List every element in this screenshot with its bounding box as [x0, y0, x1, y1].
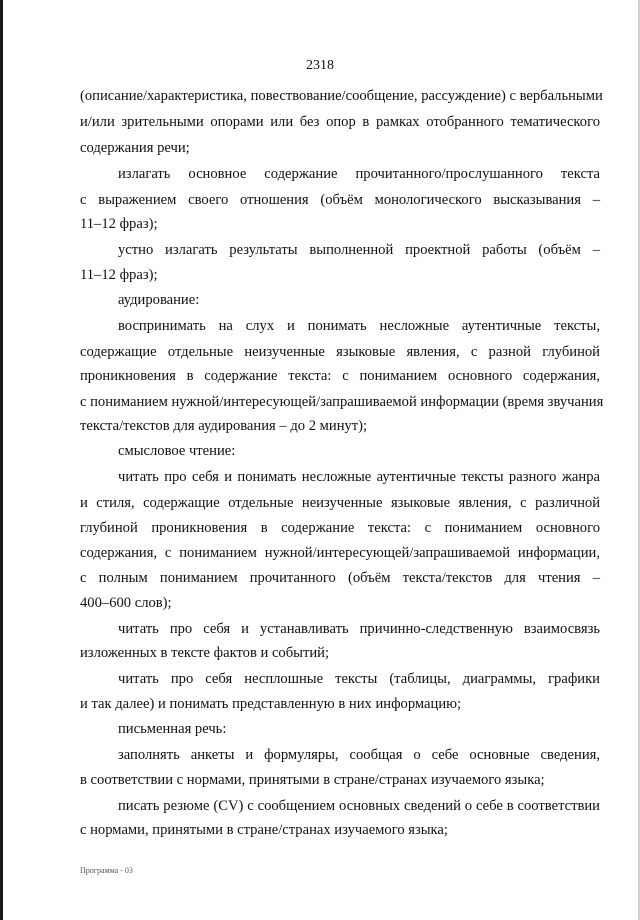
text-line: воспринимать на слух и понимать несложные аутентичные тексты,: [118, 318, 600, 334]
text-line: заполнять анкеты и формуляры, сообщая о себе основные сведения,: [118, 747, 600, 763]
text-line: 400–600 слов);: [80, 595, 172, 611]
text-line: содержания, с пониманием нужной/интересующей/запрашиваемой информации,: [80, 545, 600, 561]
text-line: читать про себя и понимать несложные аутентичные тексты разного жанра: [118, 469, 600, 485]
text-line: излагать основное содержание прочитанного/прослушанного текста: [118, 166, 600, 182]
text-line: и/или зрительными опорами или без опор в рамках отобранного тематического: [80, 114, 600, 130]
text-line: и так далее) и понимать представленную в них информацию;: [80, 696, 462, 712]
text-line: текста/текстов для аудирования – до 2 минут);: [80, 418, 368, 434]
text-line: содержащие отдельные неизученные языковые явления, с разной глубиной: [80, 344, 600, 360]
text-line: писать резюме (CV) с сообщением основных сведений о себе в соответствии: [118, 798, 600, 814]
text-line: проникновения в содержание текста: с пониманием основного содержания,: [80, 368, 600, 384]
section-heading: смысловое чтение:: [118, 443, 236, 459]
text-line: читать про себя несплошные тексты (таблицы, диаграммы, графики: [118, 671, 600, 687]
text-line: с пониманием нужной/интересующей/запрашиваемой информации (время звучания: [80, 394, 604, 410]
text-line: с полным пониманием прочитанного (объём текста/текстов для чтения –: [80, 570, 600, 586]
page-number: 2318: [306, 58, 334, 73]
text-line: и стиля, содержащие отдельные неизученные языковые явления, с различной: [80, 495, 600, 511]
footer-note: Программа - 03: [80, 866, 133, 875]
text-line: читать про себя и устанавливать причинно-следственную взаимосвязь: [118, 621, 600, 637]
text-line: устно излагать результаты выполненной проектной работы (объём –: [118, 242, 600, 258]
text-line: изложенных в тексте фактов и событий;: [80, 645, 329, 661]
page-left-edge: [0, 0, 3, 920]
text-line: с нормами, принятыми в стране/странах изучаемого языка;: [80, 822, 448, 838]
section-heading: письменная речь:: [118, 721, 227, 737]
text-line: с выражением своего отношения (объём монологического высказывания –: [80, 192, 600, 208]
text-line: 11–12 фраз);: [80, 216, 158, 232]
text-line: (описание/характеристика, повествование/сообщение, рассуждение) с вербальными: [80, 88, 603, 104]
text-line: глубиной проникновения в содержание текста: с пониманием основного: [80, 520, 600, 536]
text-line: 11–12 фраз);: [80, 267, 158, 283]
text-line: содержания речи;: [80, 140, 190, 156]
section-heading: аудирование:: [118, 292, 200, 308]
text-line: в соответствии с нормами, принятыми в стране/странах изучаемого языка;: [80, 772, 545, 788]
